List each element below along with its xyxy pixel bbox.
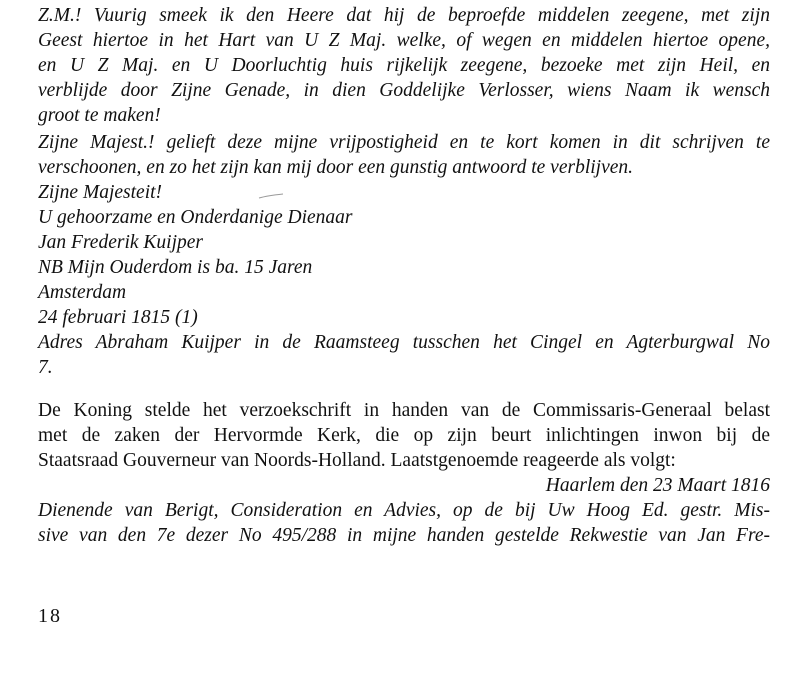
letter-line: verschoonen, en zo het zijn kan mij door een gunstig antwoord te verblijven.	[38, 157, 634, 178]
letter-line: groot te maken!	[38, 105, 161, 126]
letter-line: verblijde door Zijne Genade, in dien Goddelijke Verlosser, wiens Naam ik wensch	[38, 80, 770, 101]
letter-line: en U Z Maj. en U Doorluchtig huis rijkelijk zeegene, bezoeke met zijn Heil, en	[38, 55, 770, 76]
pen-mark-decoration	[258, 193, 284, 199]
body-line: De Koning stelde het verzoekschrift in handen van de Commissaris-Generaal belast	[38, 400, 770, 421]
quote-line: sive van den 7e dezer No 495/288 in mijne handen gestelde Rekwestie van Jan Fre-	[38, 525, 770, 546]
letter-date: 24 februari 1815 (1)	[38, 307, 198, 328]
letter-line: Geest hiertoe in het Hart van U Z Maj. welke, of wegen en middelen hiertoe opene,	[38, 30, 770, 51]
letter-line: Z.M.! Vuurig smeek ik den Heere dat hij de beproefde middelen zeegene, met zijn	[38, 5, 770, 26]
letter-signature: Jan Frederik Kuijper	[38, 232, 203, 253]
page-number: 18	[38, 605, 62, 627]
letter-closing: U gehoorzame en Onderdanige Dienaar	[38, 207, 353, 228]
letter-place: Amsterdam	[38, 282, 127, 303]
letter-line: Zijne Majest.! gelieft deze mijne vrijpostigheid en te kort komen in dit schrijven te	[38, 132, 770, 153]
quote-line: Dienende van Berigt, Consideration en Advies, op de bij Uw Hoog Ed. gestr. Mis-	[38, 500, 770, 521]
letter-address: Adres Abraham Kuijper in de Raamsteeg tusschen het Cingel en Agterburgwal No	[38, 332, 770, 353]
quote-dateline: Haarlem den 23 Maart 1816	[545, 475, 770, 496]
letter-salutation: Zijne Majesteit!	[38, 182, 163, 203]
body-line: met de zaken der Hervormde Kerk, die op zijn beurt inlichtingen inwon bij de	[38, 425, 770, 446]
letter-address: 7.	[38, 357, 53, 378]
letter-note: NB Mijn Ouderdom is ba. 15 Jaren	[38, 257, 313, 278]
body-line: Staatsraad Gouverneur van Noords-Holland. Laatstgenoemde reageerde als volgt:	[38, 450, 676, 471]
